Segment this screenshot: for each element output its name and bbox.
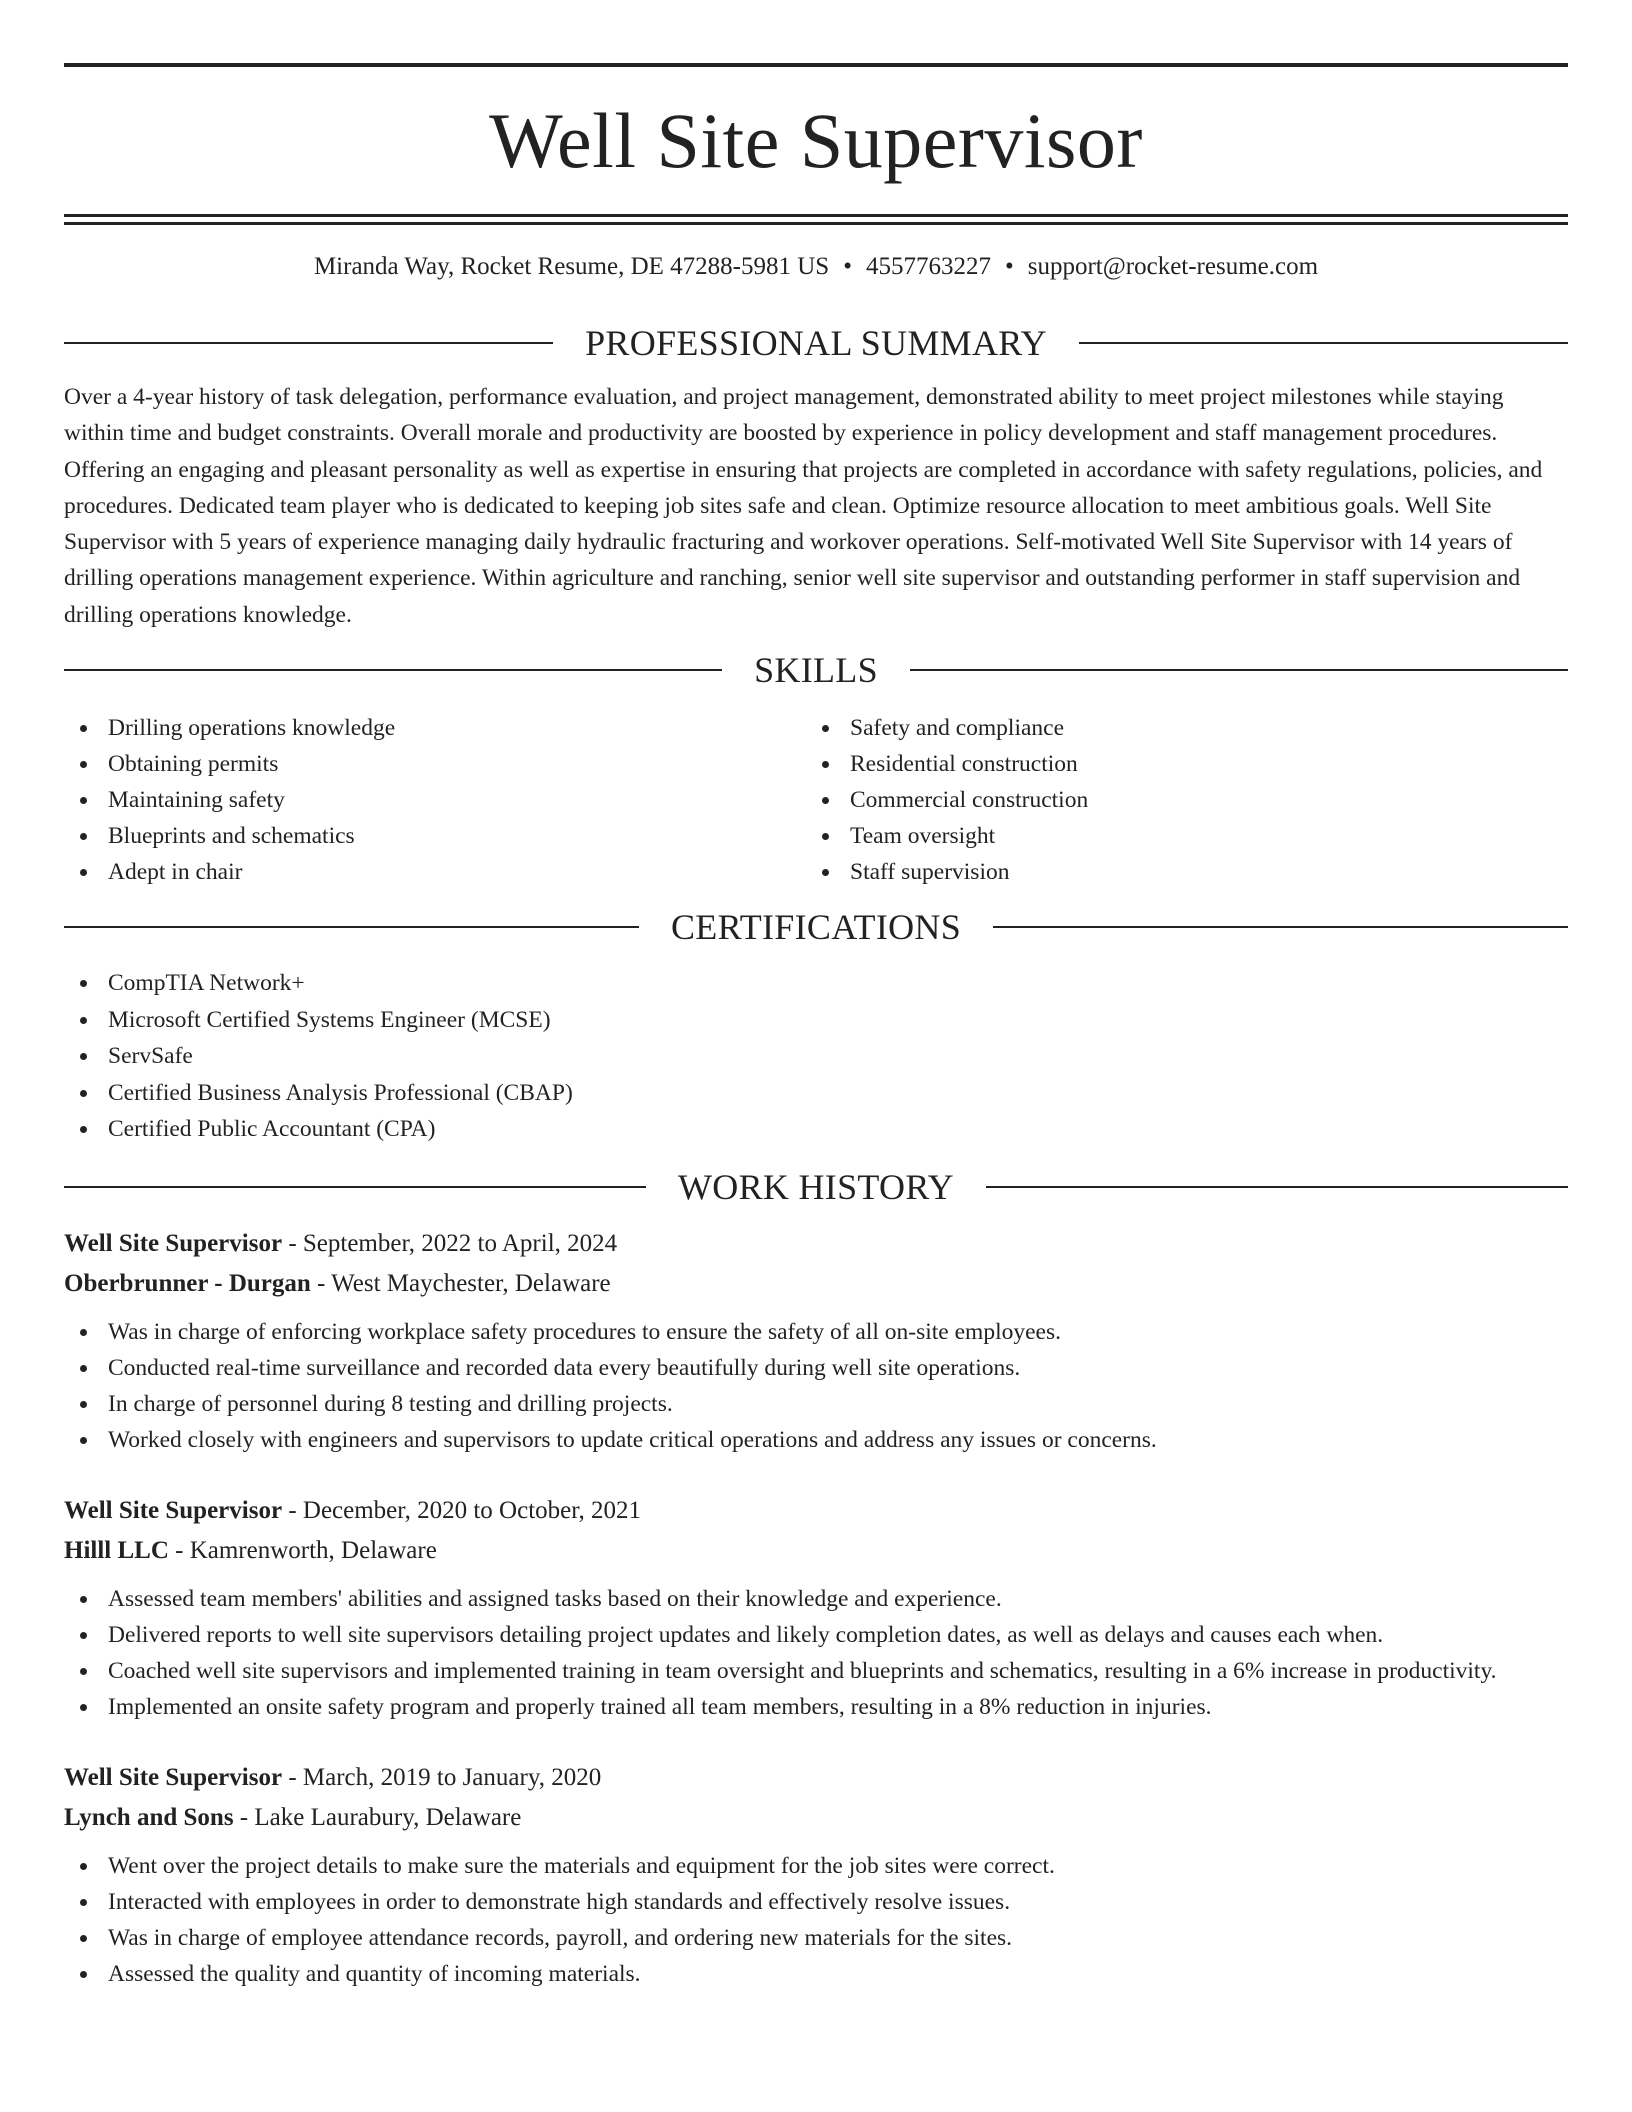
contact-line <box>64 250 1568 284</box>
work-history-section-header <box>64 1167 1568 1207</box>
section-rule <box>64 342 553 344</box>
job-bullet: In charge of personnel during 8 testing and drilling projects. <box>64 1386 1568 1422</box>
job-title-line <box>64 1758 1568 1798</box>
skills-list <box>64 710 1568 890</box>
job-bullet: Interacted with employees in order to demonstrate high standards and effectively resolve issues. <box>64 1884 1568 1920</box>
contact-phone: 4557763227 <box>865 253 991 280</box>
job-location: - Kamrenworth, Delaware <box>168 1536 437 1564</box>
work-history-entry <box>64 1758 1568 1992</box>
header-top-rule <box>64 63 1568 67</box>
contact-email: support@rocket-resume.com <box>1027 253 1319 280</box>
certification-item: Certified Public Accountant (CPA) <box>64 1111 1568 1148</box>
section-rule <box>64 669 722 671</box>
job-title-line <box>64 1491 1568 1531</box>
job-dates: - September, 2022 to April, 2024 <box>282 1229 618 1257</box>
job-bullet: Assessed team members' abilities and assigned tasks based on their knowledge and experience. <box>64 1581 1568 1617</box>
job-bullet: Conducted real-time surveillance and recorded data every beautifully during well site operations. <box>64 1350 1568 1386</box>
section-rule <box>993 926 1568 928</box>
contact-address: Miranda Way, Rocket Resume, DE 47288-5981 US <box>313 253 830 280</box>
job-bullet-list <box>64 1581 1568 1725</box>
job-title: Well Site Supervisor <box>64 1763 283 1791</box>
job-bullet: Assessed the quality and quantity of incoming materials. <box>64 1956 1568 1992</box>
job-location: - West Maychester, Delaware <box>310 1269 611 1297</box>
contact-separator: • <box>843 253 852 280</box>
job-bullet: Was in charge of enforcing workplace safety procedures to ensure the safety of all on-site employees. <box>64 1314 1568 1350</box>
skill-item: Team oversight <box>806 818 1548 854</box>
skill-item: Safety and compliance <box>806 710 1548 746</box>
work-history-entry <box>64 1224 1568 1458</box>
job-bullet: Worked closely with engineers and supervisors to update critical operations and address any issues or concerns. <box>64 1422 1568 1458</box>
job-company-line <box>64 1531 1568 1571</box>
skills-column-right <box>806 710 1548 890</box>
certifications-section-header <box>64 907 1568 947</box>
job-dates: - December, 2020 to October, 2021 <box>282 1496 642 1524</box>
job-company: Lynch and Sons <box>64 1803 234 1831</box>
certifications-list <box>64 965 1568 1148</box>
resume-page <box>64 0 1568 1992</box>
job-location: - Lake Laurabury, Delaware <box>233 1803 522 1831</box>
skill-item: Staff supervision <box>806 854 1548 890</box>
job-company: Oberbrunner - Durgan <box>64 1269 311 1297</box>
work-history-entry <box>64 1491 1568 1725</box>
job-company-line <box>64 1798 1568 1838</box>
work-history-section-title: WORK HISTORY <box>678 1166 954 1207</box>
resume-name: Well Site Supervisor <box>489 97 1143 184</box>
header-double-rule <box>64 214 1568 225</box>
skill-item: Blueprints and schematics <box>64 818 806 854</box>
skill-item: Residential construction <box>806 746 1548 782</box>
job-bullet: Coached well site supervisors and implemented training in team oversight and blueprints and schematics, resulting in a 6% increase in productivity. <box>64 1653 1568 1689</box>
skill-item: Commercial construction <box>806 782 1548 818</box>
job-title: Well Site Supervisor <box>64 1229 283 1257</box>
job-bullet-list <box>64 1848 1568 1992</box>
certification-item: Microsoft Certified Systems Engineer (MCSE) <box>64 1002 1568 1039</box>
skill-item: Adept in chair <box>64 854 806 890</box>
job-bullet: Delivered reports to well site supervisors detailing project updates and likely completion dates, as well as delays and causes each when. <box>64 1617 1568 1653</box>
certification-item: Certified Business Analysis Professional (CBAP) <box>64 1075 1568 1112</box>
skill-item: Drilling operations knowledge <box>64 710 806 746</box>
summary-section-title: PROFESSIONAL SUMMARY <box>585 323 1047 363</box>
certification-item: CompTIA Network+ <box>64 965 1568 1002</box>
summary-section-header <box>64 323 1568 363</box>
contact-separator: • <box>1004 253 1014 280</box>
job-company-line <box>64 1264 1568 1304</box>
skill-item: Obtaining permits <box>64 746 806 782</box>
job-bullet: Implemented an onsite safety program and properly trained all team members, resulting in a 8% reduction in injuries. <box>64 1689 1568 1725</box>
job-bullet: Went over the project details to make sure the materials and equipment for the job sites were correct. <box>64 1848 1568 1884</box>
job-title-line <box>64 1224 1568 1264</box>
skill-item: Maintaining safety <box>64 782 806 818</box>
certifications-section-title: CERTIFICATIONS <box>670 907 962 948</box>
job-dates: - March, 2019 to January, 2020 <box>282 1763 602 1791</box>
skills-section-title: SKILLS <box>754 650 878 691</box>
section-rule <box>1079 342 1568 344</box>
section-rule <box>910 669 1568 671</box>
section-rule <box>64 1186 646 1188</box>
summary-paragraph: Over a 4-year history of task delegation, performance evaluation, and project management, demonstrated ability to meet project milestones while staying within time and budget constraints. Overall morale and productivity are boosted by experience in policy development and staff management procedures. Offering an engaging and pleasant personality as well as expertise in ensuring that projects are completed in accordance with safety regulations, policies, and procedures. Dedicated team player who is dedicated to keeping job sites safe and clean. Optimize resource allocation to meet ambitious goals. Well Site Supervisor with 5 years of experience managing daily hydraulic fracturing and workover operations. Self-motivated Well Site Supervisor with 14 years of drilling operations management experience. Within agriculture and ranching, senior well site supervisor and outstanding performer in staff supervision and drilling operations knowledge. <box>64 384 1543 628</box>
skills-section-header <box>64 650 1568 690</box>
job-company: Hilll LLC <box>64 1536 169 1564</box>
job-bullet-list <box>64 1314 1568 1458</box>
skills-column-left <box>64 710 806 890</box>
job-bullet: Was in charge of employee attendance records, payroll, and ordering new materials for the sites. <box>64 1920 1568 1956</box>
section-rule <box>986 1186 1568 1188</box>
certification-item: ServSafe <box>64 1038 1568 1075</box>
job-title: Well Site Supervisor <box>64 1496 283 1524</box>
section-rule <box>64 926 639 928</box>
